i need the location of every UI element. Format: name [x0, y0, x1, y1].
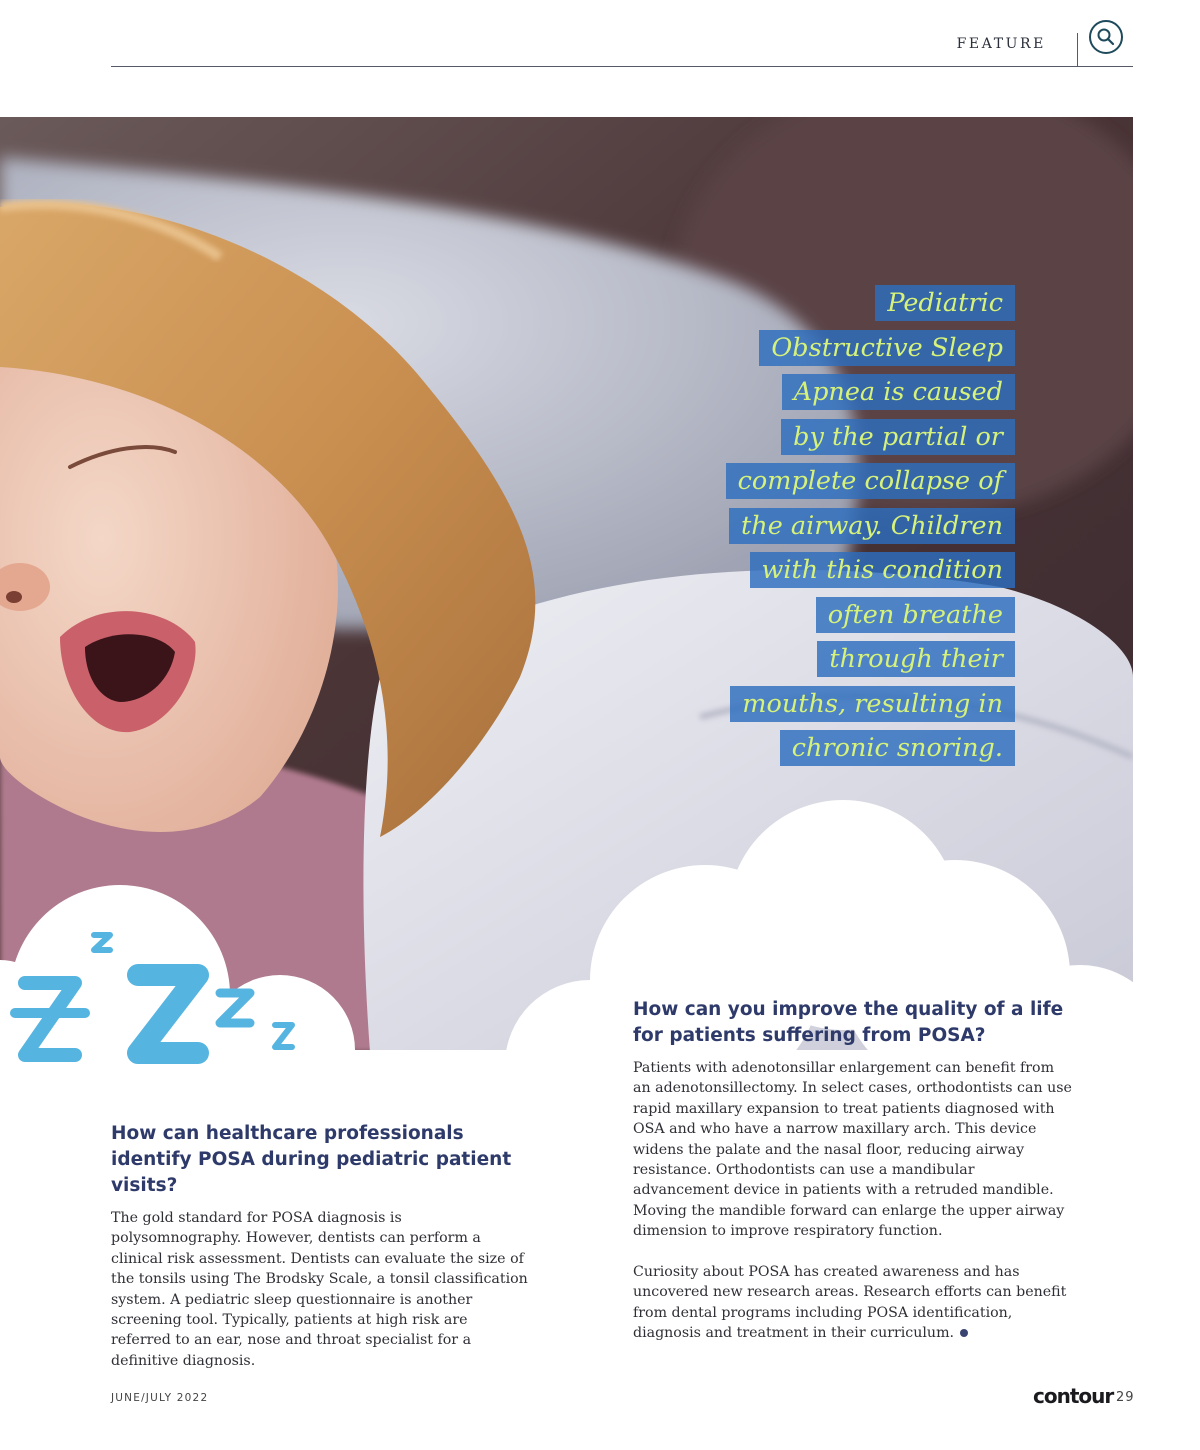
- pullquote-line: often breathe: [816, 597, 1015, 633]
- pullquote-line: complete collapse of: [726, 463, 1015, 499]
- pullquote-line: by the partial or: [781, 419, 1015, 455]
- issue-date: JUNE/JULY 2022: [111, 1392, 209, 1404]
- body-paragraph-text: Curiosity about POSA has created awareness and has uncovered new research areas. Research efforts can benefit from dental programs including POSA identification, diagnosis and treatment in their curriculum.: [633, 1264, 1067, 1342]
- body-paragraph: The gold standard for POSA diagnosis is polysomnography. However, dentists can perform a clinical risk assessment. Dentists can evaluate the size of the tonsils using The Brodsky Scale, a tonsil classification system. A pediatric sleep questionnaire is another screening tool. Typically, patients at high risk are referred to an ear, nose and throat specialist for a definitive diagnosis.: [111, 1210, 528, 1369]
- section-heading: How can you improve the quality of a life for patients suffering from POSA?: [633, 999, 1064, 1046]
- pullquote: [715, 285, 1015, 775]
- pullquote-line: through their: [817, 641, 1015, 677]
- end-mark-dot: [960, 1329, 968, 1337]
- zzz-sleep-icon: [10, 925, 300, 1070]
- section-label: FEATURE: [956, 36, 1046, 52]
- section-heading: How can healthcare professionals identify POSA during pediatric patient visits?: [111, 1123, 512, 1196]
- pullquote-line: Obstructive Sleep: [759, 330, 1015, 366]
- pullquote-line: Apnea is caused: [782, 374, 1015, 410]
- pullquote-line: the airway. Children: [729, 508, 1015, 544]
- article-column-left: [111, 1121, 531, 1371]
- pullquote-line: chronic snoring.: [780, 730, 1015, 766]
- pullquote-line: Pediatric: [875, 285, 1015, 321]
- pullquote-line: with this condition: [750, 552, 1016, 588]
- header-divider: [1077, 33, 1078, 67]
- search-icon: [1096, 27, 1116, 47]
- search-button[interactable]: [1089, 20, 1123, 54]
- body-paragraph-end: [633, 1262, 1073, 1344]
- article-column-right: [633, 997, 1073, 1344]
- body-paragraph: Patients with adenotonsillar enlargement can benefit from an adenotonsillectomy. In select cases, orthodontists can use rapid maxillary expansion to treat patients diagnosed with OSA and who have a narrow maxillary arch. This device widens the palate and the nasal floor, reducing airway resistance. Orthodontists can use a mandibular advancement device in patients with a retruded mandible. Moving the mandible forward can enlarge the upper airway dimension to improve respiratory function.: [633, 1060, 1072, 1240]
- header-rule: [111, 66, 1133, 67]
- page-number: 29: [1116, 1390, 1135, 1405]
- brand-logo: contour: [1033, 1384, 1114, 1408]
- pullquote-line: mouths, resulting in: [730, 686, 1015, 722]
